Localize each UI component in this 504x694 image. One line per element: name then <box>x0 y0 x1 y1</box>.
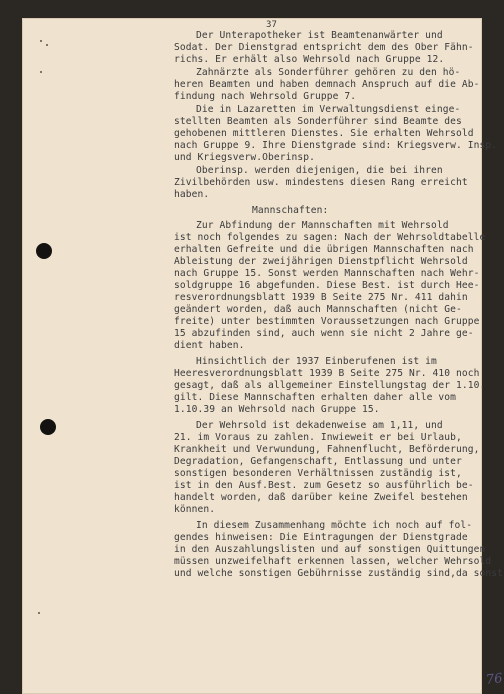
text-line: ist in den Ausf.Best. zum Gesetz so ausführlich be- <box>174 480 474 491</box>
text-line: erhalten Gefreite und die übrigen Mannschaften nach <box>174 244 474 255</box>
text-line: handelt worden, daß darüber keine Zweifel bestehen <box>174 492 468 503</box>
text-line: 15 abzufinden sind, auch wenn sie nicht 2 Jahre ge- <box>174 328 474 339</box>
text-line: Zivilbehörden usw. mindestens diesen Rang erreicht <box>174 177 468 188</box>
text-line: Zur Abfindung der Mannschaften mit Wehrsold <box>196 220 449 231</box>
text-line: 21. im Voraus zu zahlen. Inwieweit er bei Urlaub, <box>174 432 462 443</box>
text-line: resverordnungsblatt 1939 B Seite 275 Nr. 411 dahin <box>174 292 468 303</box>
section-heading: Mannschaften: <box>252 205 329 216</box>
text-line: stellten Beamten als Sonderführer sind Beamte des <box>174 116 462 127</box>
text-line: heren Beamten und haben demnach Anspruch auf die Ab- <box>174 79 480 90</box>
text-line: und welche sonstigen Gebührnisse zuständig sind,da sonst <box>174 568 504 579</box>
text-line: Heeresverordnungsblatt 1939 B Seite 275 Nr. 410 noch <box>174 368 480 379</box>
text-line: können. <box>174 504 216 515</box>
text-line: in den Auszahlungslisten und auf sonstigen Quittungen <box>174 544 486 555</box>
text-line: dient haben. <box>174 340 245 351</box>
punch-hole-icon <box>40 419 56 435</box>
paper-sheet <box>22 18 504 694</box>
text-line: freite) unter bestimmten Voraussetzungen nach Gruppe <box>174 316 480 327</box>
text-line: gendes hinweisen: Die Eintragungen der Dienstgrade <box>174 532 468 543</box>
text-line: Die in Lazaretten im Verwaltungsdienst einge- <box>196 104 461 115</box>
text-line: 1.10.39 an Wehrsold nach Gruppe 15. <box>174 404 380 415</box>
speck-icon <box>40 40 42 42</box>
text-line: haben. <box>174 189 210 200</box>
text-line: Krankheit und Verwundung, Fahnenflucht, Beförderung, <box>174 444 480 455</box>
page-number: 37 <box>266 20 278 30</box>
speck-icon <box>38 612 40 614</box>
speck-icon <box>46 44 48 46</box>
handwritten-page-note: 76 <box>485 671 504 688</box>
text-line: Sodat. Der Dienstgrad entspricht dem des Ober Fähn- <box>174 42 474 53</box>
text-line: gehobenen mittleren Dienstes. Sie erhalten Wehrsold <box>174 128 474 139</box>
text-line: Der Wehrsold ist dekadenweise am 1,11, und <box>196 420 443 431</box>
text-line: Ableistung der zweijährigen Dienstpflicht Wehrsold <box>174 256 468 267</box>
text-line: nach Gruppe 9. Ihre Dienstgrade sind: Kriegsverw. Insp. <box>174 140 498 151</box>
text-line: nach Gruppe 15. Sonst werden Mannschaften nach Wehr- <box>174 268 480 279</box>
text-line: Degradation, Gefangenschaft, Entlassung und unter <box>174 456 462 467</box>
text-line: sonstigen besonderen Verhältnissen zuständig ist, <box>174 468 462 479</box>
text-line: geändert worden, daß auch Mannschaften (nicht Ge- <box>174 304 462 315</box>
text-line: müssen unzweifelhaft erkennen lassen, welcher Wehrsold <box>174 556 492 567</box>
text-line: Der Unterapotheker ist Beamtenanwärter und <box>196 30 443 41</box>
text-line: soldgruppe 16 abgefunden. Diese Best. ist durch Hee- <box>174 280 480 291</box>
text-line: ist noch folgendes zu sagen: Nach der Wehrsoldtabelle <box>174 232 486 243</box>
text-line: gesagt, daß als allgemeiner Einstellungstag der 1.10. <box>174 380 486 391</box>
text-line: findung nach Wehrsold Gruppe 7. <box>174 91 357 102</box>
speck-icon <box>40 71 42 73</box>
text-line: Oberinsp. werden diejenigen, die bei ihren <box>196 165 443 176</box>
punch-hole-icon <box>36 243 52 259</box>
text-line: Zahnärzte als Sonderführer gehören zu den hö- <box>196 67 461 78</box>
text-line: In diesem Zusammenhang möchte ich noch auf fol- <box>196 520 473 531</box>
text-line: Hinsichtlich der 1937 Einberufenen ist im <box>196 356 437 367</box>
text-line: richs. Er erhält also Wehrsold nach Gruppe 12. <box>174 54 445 65</box>
text-line: und Kriegsverw.Oberinsp. <box>174 152 316 163</box>
text-line: gilt. Diese Mannschaften erhalten daher alle vom <box>174 392 457 403</box>
